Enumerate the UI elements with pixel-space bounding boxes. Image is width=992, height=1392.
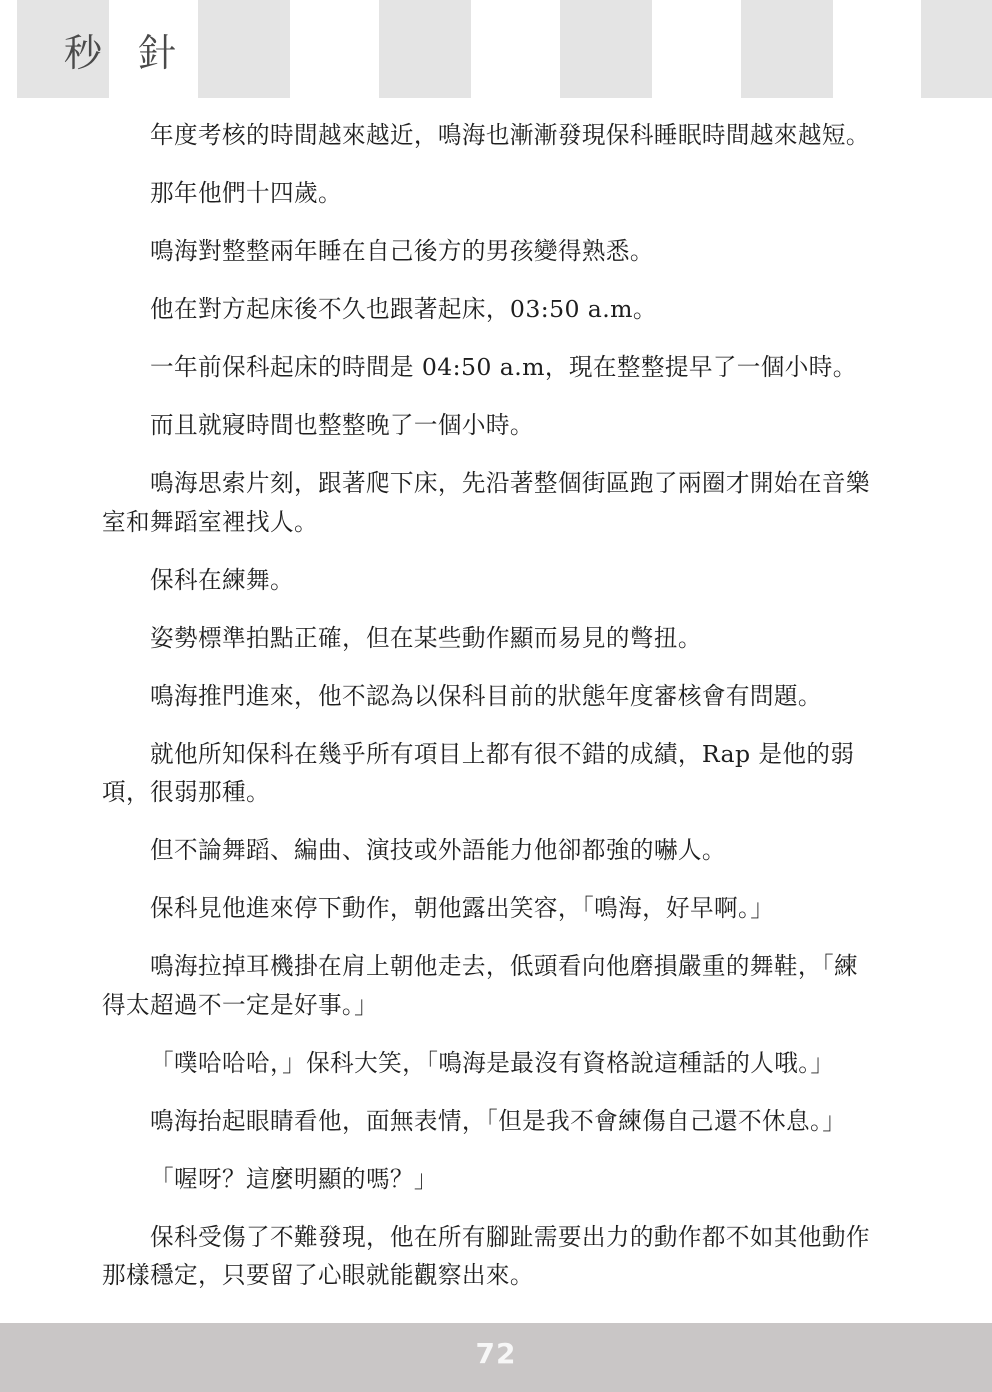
paragraph: 一年前保科起床的時間是 04:50 a.m，現在整整提早了一個小時。 — [150, 353, 857, 381]
paragraph: 保科在練舞。 — [150, 565, 294, 594]
paragraph: 就他所知保科在幾乎所有項目上都有很不錯的成績，Rap 是他的弱項，很弱那種。 — [102, 739, 855, 806]
paragraph: 而且就寢時間也整整晚了一個小時。 — [150, 411, 534, 439]
footer-bar — [0, 1323, 992, 1392]
header-band — [0, 0, 992, 98]
paragraph: 鳴海思索片刻，跟著爬下床，先沿著整個街區跑了兩圈才開始在音樂室和舞蹈室裡找人。 — [102, 469, 870, 536]
book-title: 秒 針 — [64, 31, 189, 75]
body-text — [102, 116, 880, 1314]
paragraph: 但不論舞蹈、編曲、演技或外語能力他卻都強的嚇人。 — [150, 836, 726, 864]
header-stripe — [741, 0, 833, 98]
paragraph: 保科見他進來停下動作，朝他露出笑容，「鳴海，好早啊。」 — [150, 894, 775, 922]
paragraph: 鳴海拉掉耳機掛在肩上朝他走去，低頭看向他磨損嚴重的舞鞋，「練得太超過不一定是好事。」 — [102, 952, 859, 1019]
paragraph: 保科受傷了不難發現，他在所有腳趾需要出力的動作都不如其他動作那樣穩定，只要留了心眼就能觀察出來。 — [102, 1222, 870, 1289]
paragraph: 鳴海對整整兩年睡在自己後方的男孩變得熟悉。 — [150, 237, 654, 265]
paragraph: 那年他們十四歲。 — [150, 179, 342, 207]
paragraph: 「喔呀？這麼明顯的嗎？」 — [150, 1164, 438, 1193]
paragraph: 鳴海推門進來，他不認為以保科目前的狀態年度審核會有問題。 — [150, 681, 822, 710]
paragraph: 年度考核的時間越來越近，鳴海也漸漸發現保科睡眠時間越來越短。 — [150, 121, 870, 149]
header-stripe — [560, 0, 652, 98]
paragraph: 他在對方起床後不久也跟著起床，03:50 a.m。 — [150, 295, 657, 323]
header-stripe — [198, 0, 290, 98]
header-stripe — [921, 0, 992, 98]
header-stripe — [379, 0, 471, 98]
paragraph: 鳴海抬起眼睛看他，面無表情，「但是我不會練傷自己還不休息。」 — [150, 1106, 847, 1135]
paragraph: 「噗哈哈哈，」保科大笑，「鳴海是最沒有資格說這種話的人哦。」 — [150, 1048, 835, 1077]
page-number: 72 — [475, 1337, 517, 1370]
paragraph: 姿勢標準拍點正確，但在某些動作顯而易見的彆扭。 — [150, 623, 702, 652]
